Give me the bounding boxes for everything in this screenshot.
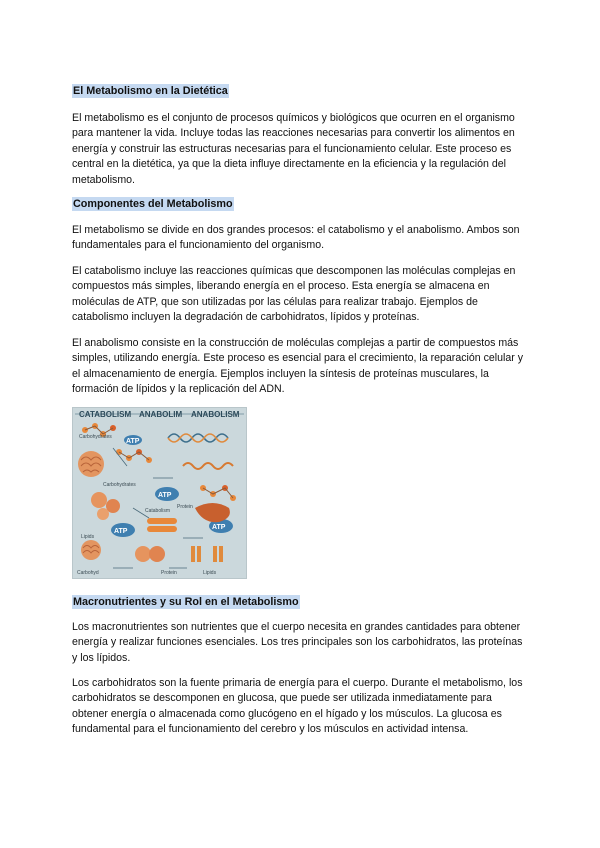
svg-text:Lipids: Lipids <box>81 534 95 540</box>
section-heading-macronutrientes: Macronutrientes y su Rol en el Metabolismo <box>73 596 299 608</box>
paragraph-catabolismo: El catabolismo incluye las reacciones químicas que descomponen las moléculas complejas en compuestos más simples, liberando energía en el proceso. Esta energía se almacena en moléculas de ATP, que son utilizadas por las células para realizar trabajo. Ejemplos de catabolismo incluyen la degradación de carbohidratos, lípidos y proteínas. <box>72 265 516 324</box>
atp-badge-1 <box>124 435 142 445</box>
brain-icon <box>78 451 104 477</box>
label-catabolism: CATABOLISM <box>79 410 132 419</box>
svg-text:ATP: ATP <box>114 528 128 535</box>
svg-text:ATP: ATP <box>158 492 172 499</box>
svg-text:Lipids: Lipids <box>203 570 217 576</box>
metabolism-diagram <box>73 408 246 578</box>
paragraph-intro: El metabolismo es el conjunto de procesos químicos y biológicos que ocurren en el organismo para mantener la vida. Incluye todas las reacciones necesarias para convertir los alimentos en energía y construir las estructuras necesarias para el funcionamiento celular. Este proceso es central en la dietética, ya que la dieta influye directamente en la eficiencia y la regulación del metabolismo. <box>72 112 515 186</box>
svg-text:Carbohydrates: Carbohydrates <box>79 434 112 440</box>
label-anabolism: ANABOLISM <box>191 410 240 419</box>
paragraph-carbohidratos: Los carbohidratos son la fuente primaria de energía para el cuerpo. Durante el metabolismo, los carbohidratos se descomponen en glucosa, que puede ser utilizada inmediatamente para obtener energía o almacenada como glucógeno en el hígado y los músculos. La glucosa es fundamental para el funcionamiento del cerebro y los músculos en actividad intensa. <box>72 677 523 736</box>
paragraph-macronutrientes: Los macronutrientes son nutrientes que el cuerpo necesita en grandes cantidades para obtener energía y realizar funciones esenciales. Los tres principales son los carbohidratos, las proteínas y los lípidos. <box>72 621 523 664</box>
svg-text:Protein: Protein <box>177 504 193 510</box>
brain-icon-small <box>81 540 101 560</box>
svg-text:Carbohydrates: Carbohydrates <box>103 482 136 488</box>
section-heading-metabolismo: El Metabolismo en la Dietética <box>73 85 228 97</box>
svg-text:ATP: ATP <box>212 524 226 531</box>
svg-text:Catabolism: Catabolism <box>145 508 171 514</box>
section-heading-componentes: Componentes del Metabolismo <box>73 198 233 210</box>
metabolism-illustration <box>72 407 247 579</box>
svg-text:Carbohyd: Carbohyd <box>77 570 99 576</box>
atp-badge-2 <box>155 487 179 501</box>
atp-badge-3 <box>111 523 135 537</box>
label-anabolim: ANABOLIM <box>139 410 183 419</box>
paragraph-componentes: El metabolismo se divide en dos grandes procesos: el catabolismo y el anabolismo. Ambos son fundamentales para el funcionamiento del organismo. <box>72 224 520 252</box>
svg-text:Protein: Protein <box>161 570 177 576</box>
paragraph-anabolismo: El anabolismo consiste en la construcción de moléculas complejas a partir de compuestos más simples, utilizando energía. Este proceso es esencial para el crecimiento, la reparación celular y el almacenamiento de energía. Ejemplos incluyen la síntesis de proteínas musculares, la formación de lípidos y la replicación del ADN. <box>72 337 524 396</box>
svg-text:ATP: ATP <box>126 438 140 445</box>
